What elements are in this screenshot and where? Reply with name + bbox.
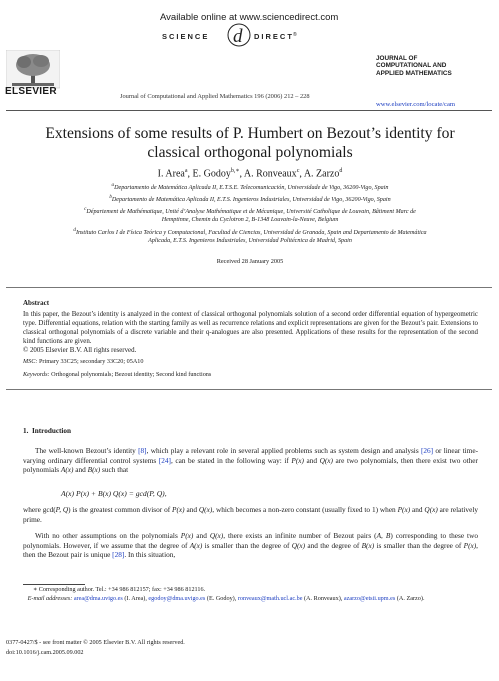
math-pq: P, Q bbox=[55, 505, 69, 514]
intro-paragraph-2 bbox=[23, 505, 478, 524]
bezout-equation: A(x) P(x) + B(x) Q(x) = gcd(P, Q), bbox=[61, 489, 167, 498]
title-line-2: classical orthogonal polynomials bbox=[147, 144, 353, 161]
math-qx: Q(x) bbox=[291, 540, 306, 550]
author-name: A. Zarzo bbox=[303, 168, 340, 180]
text-run: The well-known Bezout’s identity bbox=[35, 446, 139, 455]
citation-link[interactable]: [26] bbox=[420, 446, 434, 455]
text-run: is smaller than the degree of bbox=[374, 540, 464, 550]
math-ax: A(x) bbox=[60, 465, 74, 475]
citation-link[interactable]: [24] bbox=[158, 455, 171, 465]
abstract-heading: Abstract bbox=[23, 299, 50, 307]
email-owner: (A. Ronveaux), bbox=[302, 595, 344, 602]
doi-line[interactable]: doi:10.1016/j.cam.2005.09.002 bbox=[6, 649, 84, 656]
text-run: where gcd( bbox=[23, 505, 56, 514]
section-number: 1. bbox=[23, 427, 29, 435]
math-qx: Q(x) bbox=[209, 531, 224, 540]
affiliation-text-cont: Hemptinne, Chemin du Cyclotron 2, B-1348 Louvain-la-Neuve, Belgium bbox=[161, 216, 339, 223]
intro-paragraph-3 bbox=[23, 531, 478, 560]
msc-classification bbox=[23, 358, 143, 365]
text-run: are two polynomials, then there exist two other polynomials bbox=[23, 455, 478, 475]
math-px: P(x) bbox=[463, 540, 477, 550]
section-heading bbox=[23, 427, 71, 435]
keywords-text: Orthogonal polynomials; Bezout identity; Second kind functions bbox=[51, 371, 212, 378]
footnote-text: Corresponding author. Tel.: +34 986 812157; fax: +34 986 812116. bbox=[37, 586, 206, 593]
text-run: and bbox=[193, 531, 210, 540]
affiliation-text: Departamento de Matemática Aplicada II, E.T.S. Ingenieros Industriales, Universidad de Vigo, 36200-Vigo, Spain bbox=[111, 197, 391, 204]
text-run: or linear time-varying ordinary differential control systems bbox=[23, 446, 479, 465]
received-date: Received 28 January 2005 bbox=[216, 258, 284, 265]
text-run: are relatively prime. bbox=[23, 505, 478, 524]
author-name: A. Ronveaux bbox=[243, 168, 297, 180]
math-bx: B(x) bbox=[87, 465, 101, 475]
affiliation-b bbox=[10, 194, 490, 205]
text-run: and the degree of bbox=[305, 540, 362, 550]
affiliation-text: Departamento de Matemática Aplicada II, E.T.S.E. Telecomunicación, Universidade de Vigo, 36200-Vigo, Spain bbox=[114, 185, 389, 192]
author-affiliation-mark[interactable]: d bbox=[339, 168, 343, 174]
math-ab: A, B bbox=[376, 531, 391, 540]
author-affiliation-mark[interactable]: b,∗ bbox=[230, 168, 240, 174]
text-run: . In this situation, bbox=[124, 550, 176, 560]
sd-logo-right-text: DIRECT bbox=[254, 32, 294, 41]
publisher-name: ELSEVIER bbox=[5, 86, 57, 97]
author-name: I. Area bbox=[157, 168, 185, 180]
math-qx: Q(x) bbox=[424, 505, 438, 514]
text-run: such that bbox=[100, 465, 129, 475]
email-owner: (E. Godoy), bbox=[205, 595, 238, 602]
abstract-paragraph: In this paper, the Bezout’s identity is analyzed in the context of classical orthogonal polynomials solution of a second order differential equation of hypergeometric type. Differential equations, relation with the starting family as well as recurrence relations and explicit representations are given for the Bezout’s pair. Extensions to classical orthogonal polynomials of a discrete variable and their q-analogues are also presented. Applications of these results for the representation of the second kind functions are given. bbox=[23, 311, 478, 346]
text-run: and bbox=[410, 505, 425, 514]
affiliation-mark: b bbox=[109, 194, 112, 200]
author-list bbox=[20, 167, 480, 179]
journal-name-line-2: COMPUTATIONAL AND bbox=[376, 62, 447, 70]
sd-logo-mark: d bbox=[233, 26, 243, 47]
affiliation-a bbox=[10, 182, 490, 193]
affiliation-text: Instituto Carlos I de Física Teórica y Computacional, Facultad de Ciencias, Universidad de Granada, Spain and Departamento de Matemática bbox=[75, 230, 427, 237]
keywords-label: Keywords: bbox=[23, 371, 50, 378]
author-separator: , bbox=[299, 168, 304, 180]
text-run: , there exists an infinite number of Bezout pairs ( bbox=[223, 531, 377, 540]
author-separator: , bbox=[239, 168, 244, 180]
text-run: ) is the greatest common divisor of bbox=[68, 505, 173, 514]
journal-name-block bbox=[376, 55, 452, 77]
sciencedirect-logo bbox=[150, 22, 350, 48]
author-affiliation-mark[interactable]: a bbox=[184, 168, 188, 174]
footnote-divider bbox=[23, 584, 85, 585]
text-run: and bbox=[73, 465, 88, 475]
email-label: E-mail addresses: bbox=[27, 595, 73, 602]
affiliation-mark: c bbox=[84, 206, 87, 212]
journal-name-line-1: JOURNAL OF bbox=[376, 55, 418, 62]
header-divider bbox=[6, 110, 492, 111]
author-separator: , bbox=[187, 168, 193, 180]
paper-title bbox=[20, 124, 480, 162]
author-affiliation-mark[interactable]: c bbox=[296, 168, 300, 174]
sd-logo-left-text: SCIENCE bbox=[162, 32, 210, 41]
abstract-top-rule bbox=[6, 287, 492, 288]
email-link[interactable]: area@dma.uvigo.es bbox=[73, 595, 123, 602]
citation-link[interactable]: [28] bbox=[112, 550, 125, 560]
math-ax: A(x) bbox=[189, 540, 203, 550]
affiliation-text-cont: Aplicada, E.T.S. Ingenieros Industriales, Universidad Politécnica de Madrid, Spain bbox=[148, 237, 352, 244]
email-owner: (I. Area), bbox=[122, 595, 149, 602]
affiliation-d bbox=[10, 227, 490, 245]
text-run: , then the Bezout pair is unique bbox=[23, 540, 478, 560]
math-px: P(x) bbox=[172, 505, 185, 514]
text-run: , which play a relevant role in several applied problems such as system design and analysis bbox=[146, 446, 421, 455]
math-px: P(x) bbox=[180, 531, 194, 540]
available-online-text: Available online at www.sciencedirect.com bbox=[160, 12, 339, 23]
intro-paragraph-1 bbox=[23, 446, 478, 475]
affiliation-text: Département de Mathématique, Unité d’Analyse Mathématique et de Mécanique, Université Catholique de Louvain, Bâtiment Marc de bbox=[86, 209, 416, 216]
email-link[interactable]: azarzo@etsii.upm.es bbox=[343, 595, 396, 602]
footnote-mark: ∗ bbox=[33, 586, 38, 593]
math-px: P(x) bbox=[291, 455, 304, 465]
text-run: and bbox=[184, 505, 199, 514]
math-qx: Q(x) bbox=[198, 505, 213, 514]
corresponding-author-note bbox=[33, 586, 205, 593]
email-addresses-note bbox=[23, 595, 478, 603]
text-run: , can be stated in the following way: if bbox=[170, 455, 292, 465]
journal-citation: Journal of Computational and Applied Mathematics 196 (2006) 212 – 228 bbox=[120, 93, 310, 100]
text-run: ) corresponding to these two polynomials. However, if we assume that the degree of bbox=[23, 531, 478, 550]
abstract-body bbox=[23, 310, 478, 355]
msc-codes: Primary 33C25; secondary 33C20; 05A10 bbox=[38, 358, 144, 365]
text-run: With no other assumptions on the polynomials bbox=[35, 531, 181, 540]
affiliation-mark: a bbox=[111, 182, 115, 188]
affiliation-mark: d bbox=[73, 227, 76, 233]
email-link[interactable]: ronveaux@math.ucl.ac.be bbox=[237, 595, 303, 602]
math-bx: B(x) bbox=[361, 540, 375, 550]
email-owner: (A. Zarzo). bbox=[395, 595, 425, 602]
journal-name-line-3: APPLIED MATHEMATICS bbox=[376, 69, 452, 77]
abstract-bottom-rule bbox=[6, 389, 492, 390]
abstract-copyright: © 2005 Elsevier B.V. All rights reserved. bbox=[23, 347, 137, 355]
text-run: is smaller than the degree of bbox=[202, 540, 292, 550]
text-run: and bbox=[303, 455, 320, 465]
text-run: , which becomes a non-zero constant (usually fixed to 1) when bbox=[212, 505, 398, 514]
keywords bbox=[23, 371, 211, 378]
section-title: Introduction bbox=[31, 427, 71, 435]
citation-link[interactable]: [8] bbox=[138, 446, 147, 455]
sd-logo-registered: ® bbox=[293, 32, 297, 38]
title-line-1: Extensions of some results of P. Humbert on Bezout’s identity for bbox=[45, 125, 455, 142]
msc-label: MSC: bbox=[23, 358, 38, 365]
math-qx: Q(x) bbox=[319, 455, 333, 465]
journal-url-link[interactable]: www.elsevier.com/locate/cam bbox=[376, 101, 456, 108]
math-px: P(x) bbox=[397, 505, 411, 514]
author-name: E. Godoy bbox=[192, 168, 231, 180]
affiliation-c bbox=[10, 206, 490, 224]
email-link[interactable]: egodoy@dma.uvigo.es bbox=[148, 595, 206, 602]
issn-line: 0377-0427/$ - see front matter © 2005 Elsevier B.V. All rights reserved. bbox=[6, 639, 185, 646]
